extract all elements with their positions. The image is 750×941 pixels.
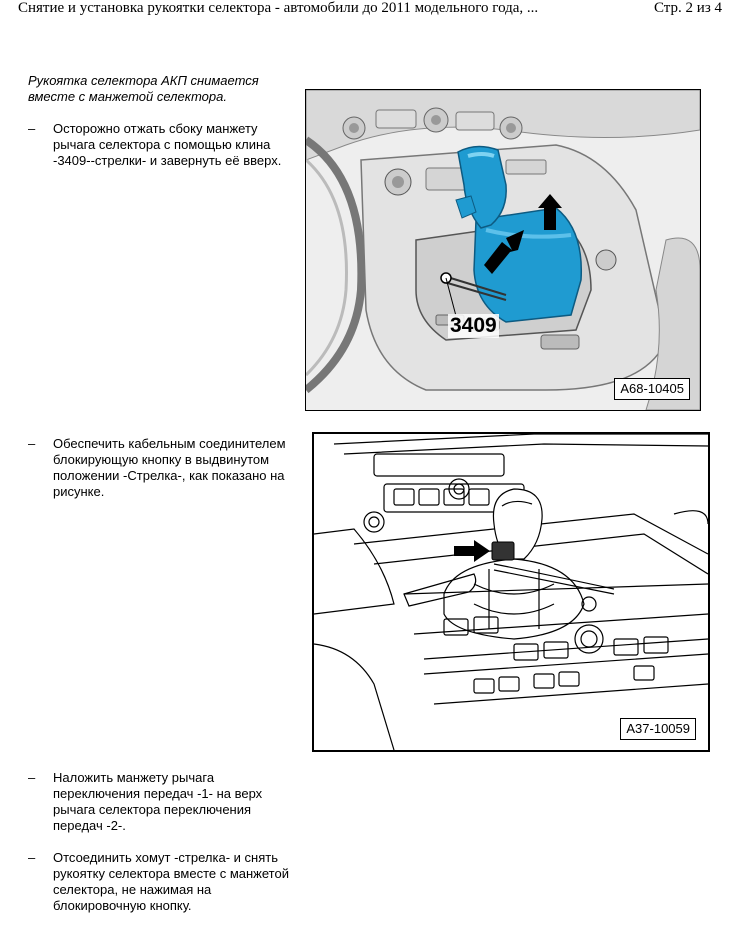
bullet-dash: –	[28, 436, 36, 451]
figure-locking-button-cable-tie	[312, 432, 710, 752]
part-number-3409: 3409	[450, 314, 497, 337]
bullet-dash: –	[28, 850, 36, 865]
step-text: Наложить манжету рычага переключения передач -1- на верх рычага селектора переключения передач -2-.	[53, 770, 263, 833]
step-text: Осторожно отжать сбоку манжету рычага селектора с помощью клина -3409--стрелки- и завернуть её вверх.	[53, 121, 282, 168]
step-text: Отсоединить хомут -стрелка- и снять рукоятку селектора вместе с манжетой селектора, не нажимая на блокировочную кнопку.	[53, 850, 289, 913]
instruction-step-2	[28, 436, 300, 500]
figure-label: A68-10405	[614, 378, 690, 400]
step-text: Обеспечить кабельным соединителем блокирующую кнопку в выдвинутом положении -Стрелка-, как показано на рисунке.	[53, 436, 286, 499]
instruction-step-3	[28, 770, 300, 834]
document-title: Снятие и установка рукоятки селектора - автомобили до 2011 модельного года, ...	[18, 0, 539, 16]
instruction-step-1	[28, 121, 300, 169]
figure-1-illustration	[306, 90, 700, 410]
figure-label: A37-10059	[620, 718, 696, 740]
figure-2-illustration	[314, 434, 708, 750]
intro-note: Рукоятка селектора АКП снимается вместе с манжетой селектора.	[28, 73, 259, 104]
bullet-dash: –	[28, 770, 36, 785]
page-number: Стр. 2 из 4	[654, 0, 722, 16]
bullet-dash: –	[28, 121, 36, 136]
page-header	[0, 0, 750, 20]
instruction-step-4	[28, 850, 300, 914]
figure-selector-handle-removal	[305, 89, 701, 411]
